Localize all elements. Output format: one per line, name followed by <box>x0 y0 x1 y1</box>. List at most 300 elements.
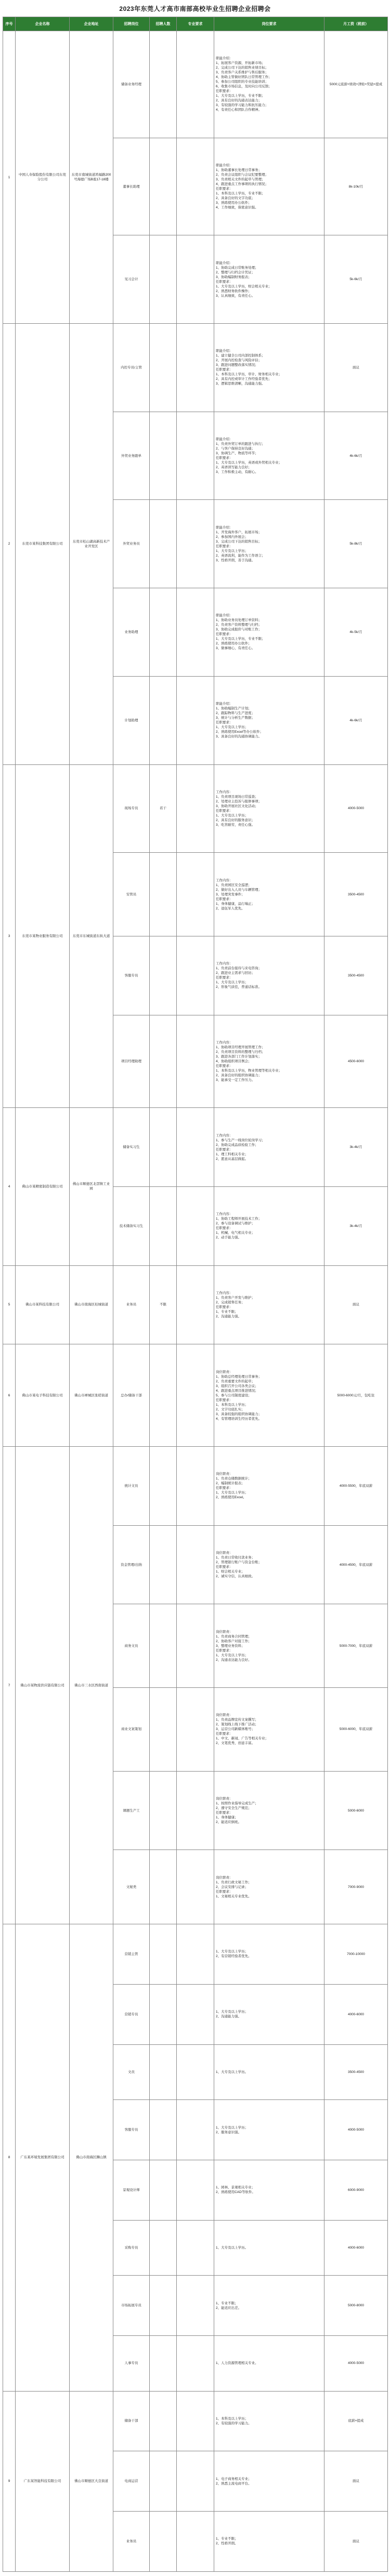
job-requirements <box>214 1265 324 1344</box>
job-salary: 4000-5000 <box>324 2335 388 2391</box>
header-index: 序号 <box>3 17 16 31</box>
requirement-line: 1、大专及以上学历； <box>216 1491 249 1495</box>
job-major <box>177 2512 214 2572</box>
table-row <box>3 1344 388 1447</box>
requirement-line: 1、负责仓储数据统计； <box>216 1477 252 1481</box>
requirement-line: 1、负责前台接待与来电咨询； <box>216 967 262 971</box>
job-position: 商务文员 <box>113 1604 150 1688</box>
requirement-line: 职能介绍： <box>216 261 233 265</box>
requirement-line: 4、有责任心和团队合作精神。 <box>216 108 262 112</box>
job-salary: 3500-4500 <box>324 936 388 1015</box>
requirement-line: 5、参加公司组织的专业技能培训； <box>216 80 269 84</box>
requirement-line: 1、本科及以上学历，物业管理等相关专业； <box>216 1068 282 1073</box>
job-major <box>177 2451 214 2512</box>
requirement-line: 岗位职责： <box>216 1551 233 1555</box>
job-requirements <box>214 2044 324 2100</box>
requirement-line: 2、英语流利，能作为工作语言； <box>216 553 265 558</box>
requirement-line: 4、跟进重点工作事项的执行情况； <box>216 182 269 187</box>
requirement-line: 任职要求： <box>216 1305 233 1309</box>
requirement-line: 1、协助编制生产计划； <box>216 707 252 711</box>
job-position: 景观设计师 <box>113 2160 150 2220</box>
requirement-line: 任职要求： <box>216 280 233 284</box>
table-row <box>3 764 388 853</box>
company-index: 1 <box>3 31 16 324</box>
requirement-line: 职能介绍： <box>216 349 233 353</box>
requirement-line: 2、沟通能力强。 <box>216 2015 242 2019</box>
job-major <box>177 1984 214 2044</box>
requirement-line: 3、组织召开公司各类会议； <box>216 1384 258 1388</box>
job-requirements <box>214 138 324 235</box>
requirement-line: 1、本科及以上学历，审计、财务相关专业； <box>216 373 282 377</box>
requirement-line: 2、跟进业主需求与回访； <box>216 971 255 975</box>
job-major <box>177 1688 214 1772</box>
job-position: 技术储备实习生 <box>113 1186 150 1265</box>
company-address: 佛山市顺德区大良街道 <box>70 2391 113 2571</box>
job-headcount <box>150 1850 177 1924</box>
requirement-line: 3、统计与分析生产数据； <box>216 716 255 720</box>
company-address: 东莞市松山湖高新技术产业开发区 <box>70 324 113 764</box>
job-headcount <box>150 1604 177 1688</box>
requirement-line: 2、具备良好的组织协调能力； <box>216 1073 262 1077</box>
job-position: 总办/储备干部 <box>113 1344 150 1447</box>
requirement-line: 1、园林、景观相关专业； <box>216 2186 255 2190</box>
requirement-line: 1、负责项目现场日常巡查； <box>216 795 258 799</box>
job-salary: 7000-10000 <box>324 1924 388 1985</box>
company-address: 东莞市南城街道鸿福路200号海德广场B座17-18楼 <box>70 31 113 324</box>
job-requirements <box>214 412 324 500</box>
requirement-line: 3、工作积极主动，有耐心。 <box>216 470 258 474</box>
job-position: 营销主管 <box>113 1924 150 1985</box>
job-major <box>177 1604 214 1688</box>
requirement-line: 2、熟练使用Excel等办公软件； <box>216 730 264 734</box>
requirement-line: 1、大专及以上学历。 <box>216 2070 249 2074</box>
requirement-line: 3、性格开朗，善于沟通。 <box>216 558 255 562</box>
requirement-line: 2、完成公司下达的销售业绩目标； <box>216 66 269 70</box>
header-salary: 月工资（税前） <box>324 17 388 31</box>
requirement-line: 3、认真细致，有责任心。 <box>216 294 255 298</box>
job-salary: 4k-6k/月 <box>324 676 388 764</box>
requirement-line: 2、形象气质佳，普通话标准。 <box>216 985 262 989</box>
job-headcount <box>150 31 177 138</box>
requirement-line: 1、负责外贸订单的跟进与执行； <box>216 442 265 446</box>
header-company: 企业名称 <box>16 17 70 31</box>
job-headcount <box>150 1015 177 1108</box>
job-salary: 面议 <box>324 324 388 412</box>
requirement-line: 3、协助开展社区文化活动； <box>216 804 258 808</box>
company-name: 佛山市某精密制造有限公司 <box>16 1108 70 1265</box>
company-index: 3 <box>3 764 16 1108</box>
job-headcount <box>150 2220 177 2276</box>
job-salary: 6000-9000 <box>324 2160 388 2220</box>
job-major <box>177 1771 214 1850</box>
job-position: 业务员 <box>113 2512 150 2572</box>
job-major <box>177 2391 214 2451</box>
job-position: 电商运营 <box>113 2451 150 2512</box>
job-requirements <box>214 1108 324 1187</box>
requirement-line: 岗位职责： <box>216 1713 233 1718</box>
company-index: 9 <box>3 2391 16 2571</box>
job-requirements <box>214 324 324 412</box>
job-major <box>177 500 214 588</box>
table-row <box>3 31 388 138</box>
company-name: 中国人寿保险股份有限公司东莞分公司 <box>16 31 70 324</box>
job-requirements <box>214 1186 324 1265</box>
requirement-line: 任职要求： <box>216 1147 233 1152</box>
job-salary: 4500-6000 <box>324 1015 388 1108</box>
requirement-line: 1、参与生产一线岗位轮岗学习； <box>216 1138 265 1142</box>
requirement-line: 2、负责客户资料整理与归档； <box>216 623 262 627</box>
company-address: 佛山市南海区桂城街道 <box>70 1265 113 1344</box>
job-major <box>177 31 214 138</box>
job-position: 内控专员/主管 <box>113 324 150 412</box>
requirement-line: 1、本科及以上学历； <box>216 2416 249 2421</box>
requirement-line: 3、负责相关文件的起草与管理； <box>216 178 265 182</box>
requirement-line: 工作内容： <box>216 1291 233 1295</box>
requirement-line: 2、性格开朗。 <box>216 2542 238 2546</box>
requirement-line: 任职要求： <box>216 1732 233 1736</box>
job-salary: 5000元底薪+绩效+津贴+奖励+提成 <box>324 31 388 138</box>
job-position: 现场专员 <box>113 764 150 853</box>
table-row <box>3 324 388 412</box>
job-position: 项目经理助理 <box>113 1015 150 1108</box>
job-headcount <box>150 588 177 677</box>
job-headcount <box>150 2044 177 2100</box>
requirement-line: 3、协助编制财务报表； <box>216 275 252 279</box>
requirement-line: 职能介绍： <box>216 438 233 442</box>
requirement-line: 1、大专及以上学历； <box>216 2010 249 2014</box>
job-requirements <box>214 1015 324 1108</box>
job-requirements <box>214 2451 324 2512</box>
requirement-line: 2、与客户保持良好沟通； <box>216 447 255 451</box>
requirement-line: 1、建立健全公司内部控制体系； <box>216 354 265 358</box>
company-index: 4 <box>3 1108 16 1265</box>
job-requirements <box>214 1688 324 1772</box>
job-salary: 面议 <box>324 2451 388 2512</box>
job-salary: 5k-6k/月 <box>324 235 388 324</box>
requirement-line: 1、大专及以上学历； <box>216 549 249 553</box>
job-requirements <box>214 1924 324 1985</box>
job-requirements <box>214 764 324 853</box>
job-salary: 4000-4500，年底双薪 <box>324 1525 388 1604</box>
requirement-line: 2、管理银行账户与资金台账； <box>216 1561 262 1565</box>
requirement-line: 1、协助完成日常账务处理； <box>216 266 258 270</box>
requirement-line: 5、参与公司制度建设； <box>216 1393 252 1397</box>
job-requirements <box>214 676 324 764</box>
table-row <box>3 1265 388 1344</box>
job-requirements <box>214 2512 324 2572</box>
requirement-line: 岗位职责： <box>216 1370 233 1374</box>
job-salary: 3k-4k/月 <box>324 1186 388 1265</box>
requirement-line: 3、处理突发事件； <box>216 892 245 896</box>
company-name: 东莞市某物业服务有限公司 <box>16 764 70 1108</box>
company-index: 7 <box>3 1447 16 1924</box>
job-headcount <box>150 1924 177 1985</box>
requirement-line: 1、财会相关专业； <box>216 1570 245 1574</box>
requirement-line: 任职要求： <box>216 976 233 980</box>
requirement-line: 1、负责日常收付款业务； <box>216 1556 255 1560</box>
requirement-line: 4、工作细致，保密意识强。 <box>216 206 258 210</box>
job-headcount <box>150 500 177 588</box>
requirement-line: 工作内容： <box>216 790 233 794</box>
job-position: 储备干部 <box>113 2391 150 2451</box>
job-major <box>177 2335 214 2391</box>
jobs-table-body <box>3 31 388 2572</box>
jobs-table <box>3 17 388 2572</box>
requirement-line: 职能介绍： <box>216 614 233 618</box>
requirement-line: 2、整理与归档会计凭证； <box>216 270 255 274</box>
requirement-line: 2、文笔优秀，创意丰富。 <box>216 1741 255 1746</box>
requirement-line: 工作内容： <box>216 1133 233 1138</box>
requirement-line: 任职要求： <box>216 544 233 548</box>
requirement-line: 2、参加国内外展会； <box>216 535 249 539</box>
requirement-line: 1、大专及以上学历，专业不限； <box>216 94 265 98</box>
requirement-line: 2、跟踪物料与生产进度； <box>216 711 255 716</box>
job-salary: 5000-6000，年底双薪 <box>324 1688 388 1772</box>
job-major <box>177 1344 214 1447</box>
requirement-line: 1、大专及以上学历； <box>216 1950 249 1954</box>
requirement-line: 岗位职责： <box>216 1472 233 1476</box>
requirement-line: 6、收集市场信息，及时向公司反馈； <box>216 85 272 89</box>
header-position: 招聘岗位 <box>113 17 150 31</box>
requirement-line: 2、开展内控检查与风险评估； <box>216 359 262 363</box>
job-salary: 5000-6000 <box>324 1771 388 1850</box>
requirement-line: 2、做好出入人员与车辆管理； <box>216 888 262 892</box>
requirement-line: 2、愿意从基层做起。 <box>216 1157 249 1161</box>
job-requirements <box>214 1447 324 1526</box>
company-address: 佛山市三水区西南街道 <box>70 1447 113 1924</box>
job-major <box>177 936 214 1015</box>
job-headcount <box>150 2100 177 2160</box>
job-major <box>177 853 214 936</box>
job-position: 业务助理 <box>113 588 150 677</box>
job-headcount <box>150 1108 177 1187</box>
requirement-line: 3、做事细心，有责任心。 <box>216 646 255 651</box>
requirement-line: 2、协助客户对接工作； <box>216 1639 252 1643</box>
requirement-line: 4、跟进重点项目推进情况； <box>216 1389 258 1393</box>
requirement-line: 1、负责客户开发与维护； <box>216 1296 255 1300</box>
job-salary: 4000-6000 <box>324 2220 388 2276</box>
job-headcount <box>150 1771 177 1850</box>
requirement-line: 2、英语读写能力良好； <box>216 466 252 470</box>
job-major <box>177 1850 214 1924</box>
job-major <box>177 235 214 324</box>
requirement-line: 1、负责商务合同管理； <box>216 1634 252 1639</box>
job-salary: 4000-5500，年底双薪 <box>324 1447 388 1526</box>
job-salary: 5k-8k/月 <box>324 500 388 588</box>
requirement-line: 3、具备良好的沟通协调能力。 <box>216 735 262 739</box>
requirement-line: 3、熟练使用办公软件； <box>216 201 252 205</box>
job-position: 商业文案策划 <box>113 1688 150 1772</box>
requirement-line: 任职要求： <box>216 1398 233 1402</box>
job-headcount <box>150 1688 177 1772</box>
table-row <box>3 1447 388 1526</box>
requirement-line: 1、按照作业指导完成生产； <box>216 1802 258 1806</box>
job-salary: 4000-6000 <box>324 1984 388 2044</box>
job-requirements <box>214 1344 324 1447</box>
job-position: 外贸业务跟单 <box>113 412 150 500</box>
company-name: 广东某环境发展集团有限公司 <box>16 1924 70 2392</box>
requirement-line: 2、诚实守信，认真细致。 <box>216 1575 255 1579</box>
job-headcount <box>150 1525 177 1604</box>
job-requirements <box>214 1771 324 1850</box>
requirement-line: 2、编制统计报表； <box>216 1482 245 1486</box>
job-requirements <box>214 2391 324 2451</box>
job-requirements <box>214 2335 324 2391</box>
job-headcount <box>150 853 177 936</box>
job-major <box>177 2100 214 2160</box>
requirement-line: 2、负责重要文件的起草； <box>216 1379 255 1383</box>
job-salary: 4000-5000 <box>324 2100 388 2160</box>
requirement-line: 任职要求： <box>216 1064 233 1068</box>
requirement-line: 2、负责会议组织与会议纪要整理； <box>216 173 269 177</box>
job-headcount <box>150 324 177 412</box>
requirement-line: 1、大专及以上学历，专业不限； <box>216 637 265 641</box>
job-salary: 7000-9000 <box>324 1850 388 1924</box>
job-major <box>177 1924 214 1985</box>
requirement-line: 1、开发海外客户，拓展市场； <box>216 530 262 534</box>
header-requirements: 岗位要求 <box>214 17 324 31</box>
company-index: 5 <box>3 1265 16 1344</box>
job-requirements <box>214 2220 324 2276</box>
requirement-line: 2、具有内控或审计工作经验者优先； <box>216 377 272 381</box>
requirement-line: 4、有管理培训生经历者优先。 <box>216 1417 262 1421</box>
job-position: 见习会计 <box>113 235 150 324</box>
job-position: 客服专员 <box>113 2100 150 2160</box>
requirement-line: 任职要求： <box>216 1811 233 1815</box>
job-major <box>177 2276 214 2336</box>
requirement-line: 1、负责行政文秘工作； <box>216 1880 252 1884</box>
requirement-line: 3、能承受一定工作压力。 <box>216 1078 255 1082</box>
requirement-line: 1、大专及以上学历； <box>216 2125 249 2130</box>
requirement-line: 3、有较强的学习能力和抗压能力； <box>216 103 269 108</box>
job-salary: 8k-10k/月 <box>324 138 388 235</box>
requirement-line: 2、能适应倒班。 <box>216 1820 242 1825</box>
requirement-line: 1、大专及以上学历； <box>216 981 249 985</box>
requirement-line: 1、专业不限； <box>216 2537 238 2541</box>
requirement-line: 2、处理业主投诉与报修事项； <box>216 799 262 803</box>
job-major <box>177 676 214 764</box>
requirement-line: 1、大专及以上学历，英语或外贸相关专业； <box>216 461 282 465</box>
requirement-line: 1、负责园区安全巡逻； <box>216 883 252 887</box>
requirement-line: 任职要求： <box>216 1648 233 1653</box>
requirement-line: 2、具有良好的服务意识； <box>216 818 255 822</box>
job-requirements <box>214 31 324 138</box>
requirement-line: 3、具备较强的组织协调能力； <box>216 1412 262 1416</box>
requirement-line: 4、协助主管做好团队日常管理工作； <box>216 75 272 80</box>
job-major <box>177 1108 214 1187</box>
job-headcount <box>150 2160 177 2220</box>
requirement-line: 工作内容： <box>216 1212 233 1217</box>
job-position: 文秘类 <box>113 1850 150 1924</box>
requirement-line: 任职要求： <box>216 809 233 813</box>
company-name: 广东某智能科技有限公司 <box>16 2391 70 2571</box>
company-index: 2 <box>3 324 16 764</box>
job-position: 市场拓展专员 <box>113 2276 150 2336</box>
header-major: 专业要求 <box>177 17 214 31</box>
job-requirements <box>214 936 324 1015</box>
requirement-line: 任职要求： <box>216 721 233 725</box>
requirement-line: 工作内容： <box>216 878 233 882</box>
job-position: 人事专员 <box>113 2335 150 2391</box>
company-name: 佛山市某物流供应链有限公司 <box>16 1447 70 1924</box>
company-address: 佛山市顺德区北滘镇工业园 <box>70 1108 113 1265</box>
requirement-line: 2、策划线上线下推广活动； <box>216 1723 258 1727</box>
requirement-line: 1、大专及以上学历； <box>216 725 249 730</box>
requirement-line: 任职要求： <box>216 187 233 191</box>
job-salary: 4k-6k/月 <box>324 412 388 500</box>
table-row <box>3 1108 388 1187</box>
requirement-line: 2、协助完成品质检验工作； <box>216 1143 258 1147</box>
job-requirements <box>214 2100 324 2160</box>
requirement-line: 岗位职责： <box>216 1875 233 1880</box>
job-salary: 5000-6000元/月，包吃住 <box>324 1344 388 1447</box>
job-position: 统计文员 <box>113 1447 150 1526</box>
job-major <box>177 1265 214 1344</box>
job-headcount <box>150 2276 177 2336</box>
requirement-line: 2、具有良好的沟通表达能力； <box>216 99 262 103</box>
requirement-line: 岗位职责： <box>216 1797 233 1801</box>
job-salary: 3500-4500 <box>324 2044 388 2100</box>
requirement-line: 1、文秘相关专业优先。 <box>216 1894 252 1898</box>
requirement-line: 1、大专及以上学历； <box>216 813 249 817</box>
requirement-line: 任职要求： <box>216 89 233 94</box>
job-position: 课题生产工 <box>113 1771 150 1850</box>
table-row <box>3 1924 388 1985</box>
job-position: 储备业务经理 <box>113 31 150 138</box>
requirement-line: 1、大专及以上学历，财会相关专业； <box>216 284 272 288</box>
job-headcount <box>150 1984 177 2044</box>
job-major <box>177 1525 214 1604</box>
job-headcount <box>150 2512 177 2572</box>
requirement-line: 1、大专及以上学历； <box>216 1653 249 1657</box>
job-position: 采购专员 <box>113 2220 150 2276</box>
job-requirements <box>214 2276 324 2336</box>
requirement-line: 2、熟练使用办公软件； <box>216 642 252 646</box>
requirement-line: 2、动手能力强。 <box>216 1236 242 1240</box>
company-address: 佛山市禅城区张槎街道 <box>70 1344 113 1447</box>
job-requirements <box>214 853 324 936</box>
job-headcount <box>150 2391 177 2451</box>
job-headcount <box>150 936 177 1015</box>
job-major <box>177 2044 214 2100</box>
requirement-line: 工作内容： <box>216 962 233 966</box>
job-major <box>177 764 214 853</box>
requirement-line: 2、负责项目资料的整理与归档； <box>216 1050 265 1054</box>
table-header-row <box>3 17 388 31</box>
job-major <box>177 324 214 412</box>
job-requirements <box>214 588 324 677</box>
requirement-line: 2、沟通表达能力良好。 <box>216 1658 252 1662</box>
requirement-line: 1、协助项目经理开展管理工作； <box>216 1045 265 1049</box>
requirement-line: 2、参与设备调试与维护； <box>216 1222 255 1226</box>
job-requirements <box>214 500 324 588</box>
company-name: 东莞市某科技集团有限公司 <box>16 324 70 764</box>
requirement-line: 3、跟进各部门工作计划落实； <box>216 1054 262 1059</box>
requirement-line: 3、负责客户关系维护与售后服务； <box>216 71 269 75</box>
requirement-line: 4、协助组织项目例会； <box>216 1059 252 1063</box>
requirement-line: 2、有营销经验者优先。 <box>216 1954 252 1959</box>
job-major <box>177 2220 214 2276</box>
job-position: 计划助理 <box>113 676 150 764</box>
header-headcount: 招聘人数 <box>150 17 177 31</box>
requirement-line: 1、人力资源管理相关专业。 <box>216 2361 258 2366</box>
requirement-line: 3、跟进问题整改落实情况； <box>216 363 258 367</box>
requirement-line: 2、完成销售任务； <box>216 1300 245 1304</box>
header-address: 企业地址 <box>70 17 113 31</box>
job-headcount <box>150 1186 177 1265</box>
requirement-line: 任职要求： <box>216 1565 233 1569</box>
requirement-line: 2、有较强的学习能力。 <box>216 2421 252 2425</box>
